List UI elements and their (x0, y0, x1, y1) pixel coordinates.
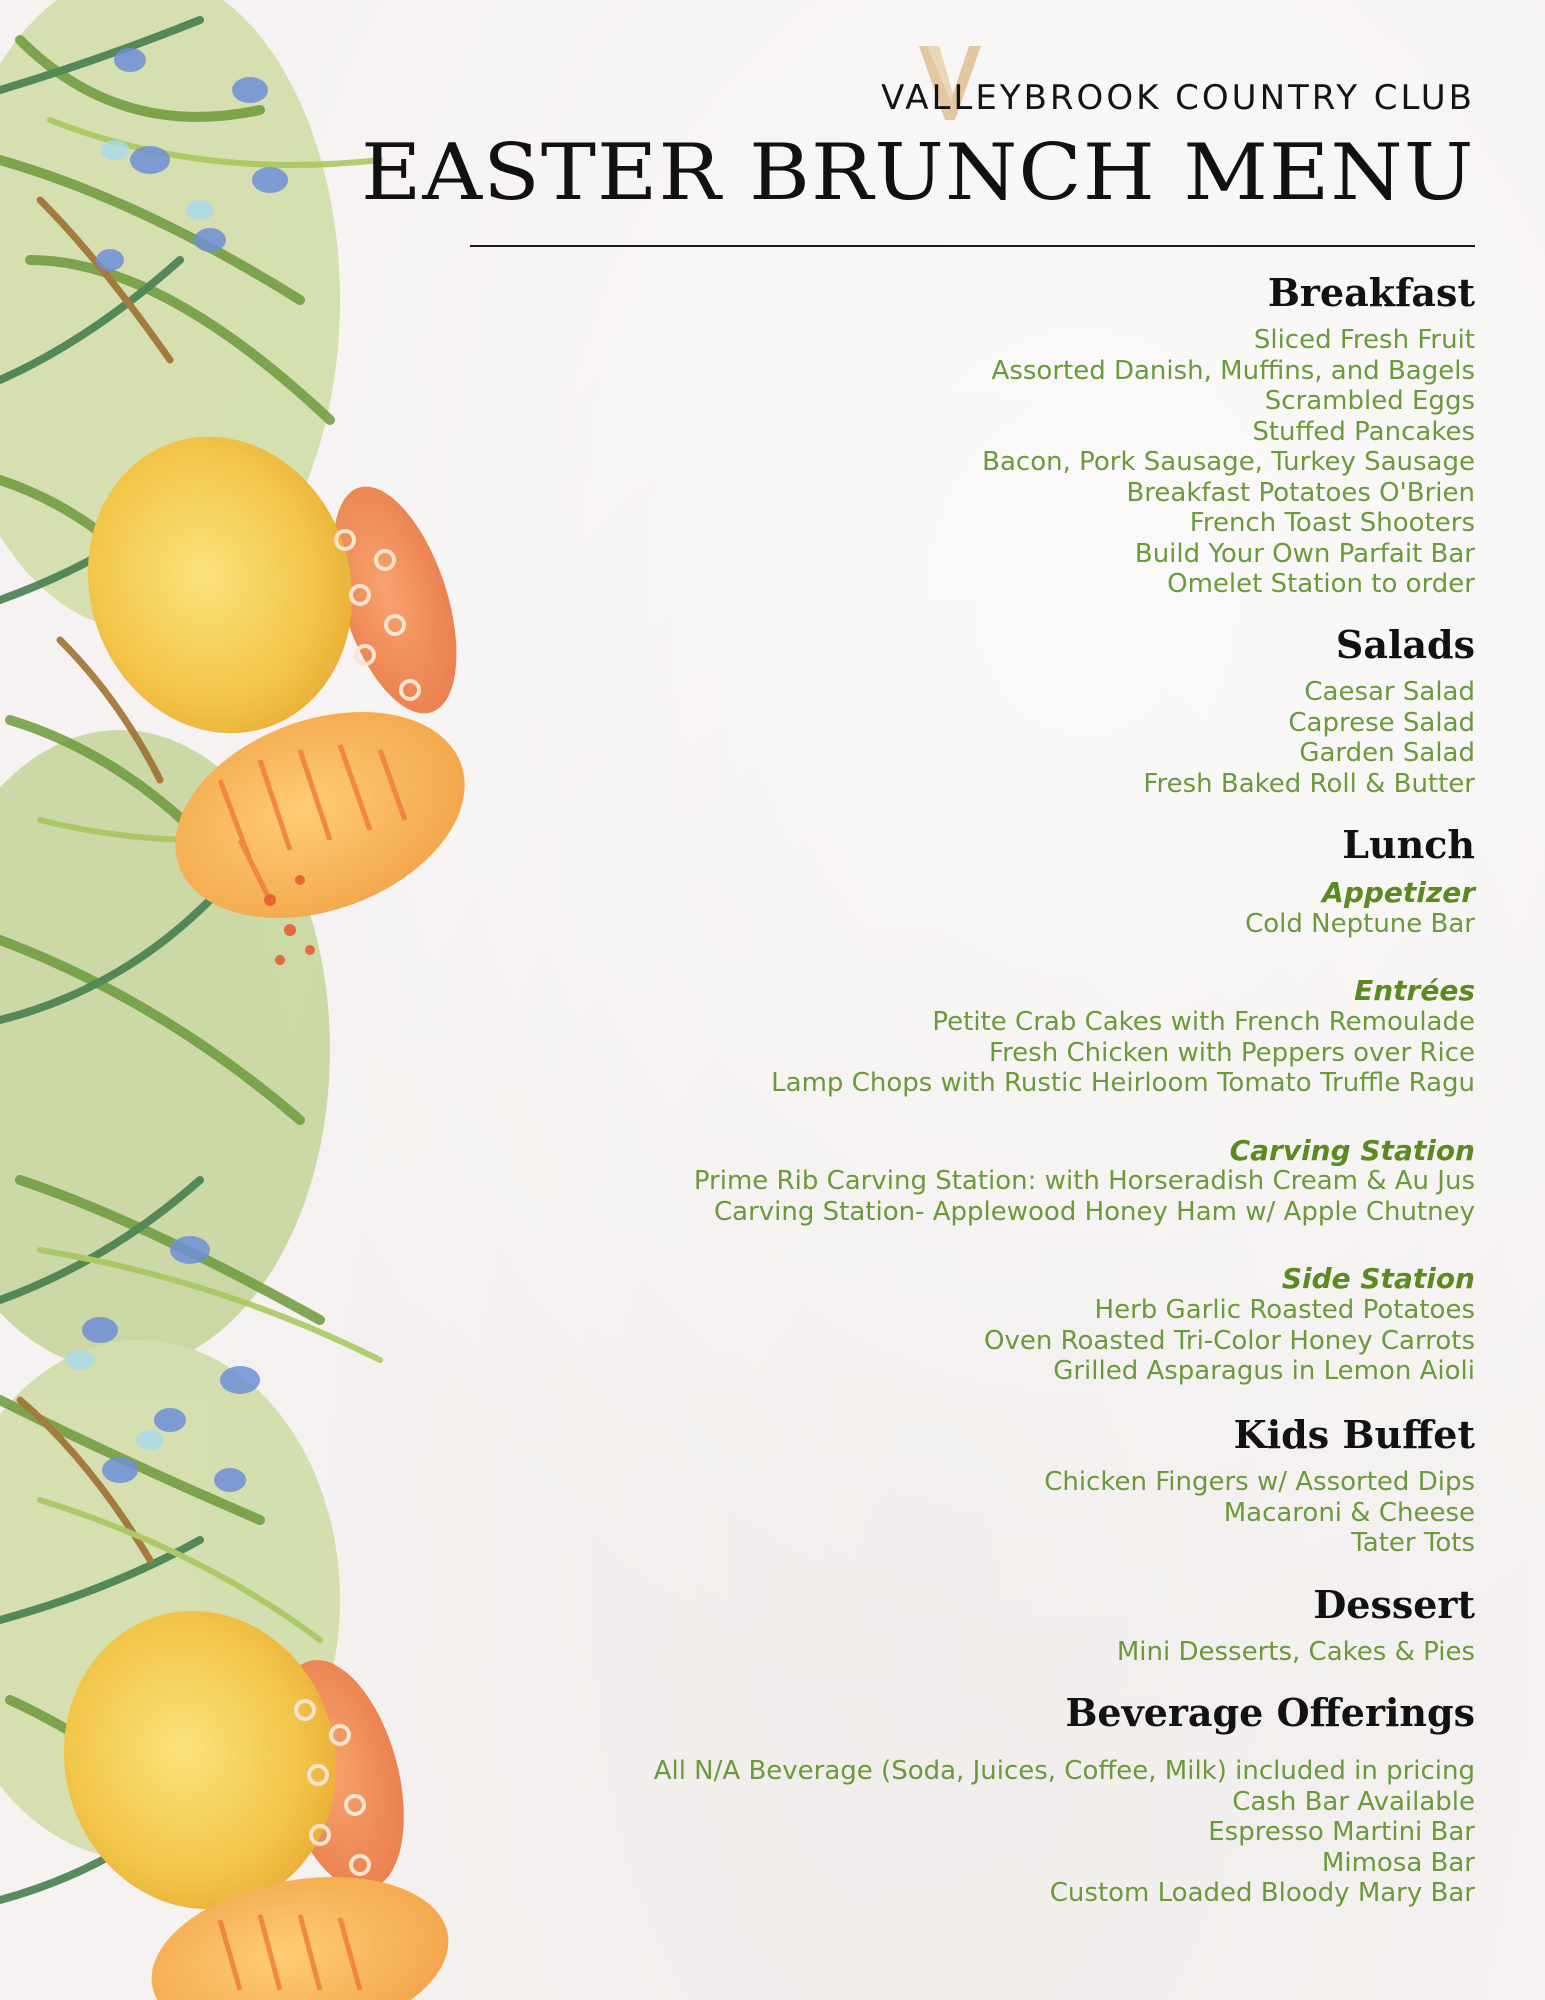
subheading-entrees: Entrées (1354, 974, 1475, 1007)
section-heading-dessert: Dessert (1313, 1582, 1475, 1627)
list-item: Bacon, Pork Sausage, Turkey Sausage (982, 447, 1475, 477)
list-item: Grilled Asparagus in Lemon Aioli (1053, 1356, 1475, 1386)
list-item: Macaroni & Cheese (1223, 1497, 1475, 1528)
list-item: Fresh Baked Roll & Butter (1143, 768, 1475, 799)
watercolor-floral-egg-border (0, 0, 490, 2000)
list-item: Assorted Danish, Muffins, and Bagels (991, 355, 1475, 386)
dessert-items (1117, 1637, 1475, 1668)
club-name: VALLEYBROOK COUNTRY CLUB (881, 78, 1475, 118)
list-item: Cold Neptune Bar (1245, 909, 1475, 939)
list-item: Caprese Salad (1288, 707, 1475, 738)
appetizer-items (1245, 909, 1475, 940)
list-item: Tater Tots (1351, 1528, 1475, 1558)
kids-items (1044, 1467, 1475, 1559)
side-items (984, 1295, 1475, 1387)
list-item: Omelet Station to order (1167, 569, 1475, 599)
list-item: Fresh Chicken with Peppers over Rice (989, 1037, 1475, 1068)
list-item: Sliced Fresh Fruit (1253, 325, 1475, 355)
subheading-carving-station: Carving Station (1229, 1134, 1475, 1167)
subheading-appetizer: Appetizer (1322, 876, 1475, 909)
list-item: Mimosa Bar (1321, 1847, 1475, 1878)
list-item: All N/A Beverage (Soda, Juices, Coffee, Milk) included in pricing (653, 1756, 1475, 1786)
page-title: EASTER BRUNCH MENU (361, 128, 1475, 218)
list-item: Oven Roasted Tri-Color Honey Carrots (983, 1325, 1475, 1356)
list-item: Chicken Fingers w/ Assorted Dips (1044, 1467, 1475, 1497)
list-item: Breakfast Potatoes O'Brien (1126, 477, 1475, 508)
list-item: Prime Rib Carving Station: with Horseradish Cream & Au Jus (693, 1166, 1475, 1196)
list-item: Stuffed Pancakes (1252, 416, 1475, 447)
menu-content (361, 0, 1475, 2000)
list-item: Mini Desserts, Cakes & Pies (1116, 1637, 1475, 1667)
list-item: Build Your Own Parfait Bar (1134, 538, 1475, 569)
section-heading-beverage-offerings: Beverage Offerings (1065, 1690, 1475, 1735)
entrees-items (771, 1007, 1475, 1099)
section-heading-lunch: Lunch (1342, 822, 1475, 867)
list-item: French Toast Shooters (1189, 508, 1475, 538)
list-item: Herb Garlic Roasted Potatoes (1094, 1295, 1475, 1325)
list-item: Garden Salad (1299, 738, 1475, 768)
brand-header (775, 42, 1475, 122)
list-item: Carving Station- Applewood Honey Ham w/ Apple Chutney (714, 1196, 1475, 1227)
breakfast-items (982, 325, 1475, 600)
section-heading-breakfast: Breakfast (1267, 270, 1475, 315)
carving-items (694, 1166, 1475, 1227)
list-item: Caesar Salad (1304, 677, 1475, 707)
subheading-side-station: Side Station (1281, 1262, 1475, 1295)
section-heading-kids-buffet: Kids Buffet (1233, 1412, 1475, 1457)
salads-items (1143, 677, 1475, 799)
beverage-items (654, 1756, 1475, 1909)
list-item: Espresso Martini Bar (1208, 1817, 1475, 1847)
list-item: Cash Bar Available (1232, 1786, 1475, 1817)
list-item: Petite Crab Cakes with French Remoulade (932, 1007, 1475, 1037)
title-divider (470, 245, 1475, 247)
section-heading-salads: Salads (1335, 622, 1475, 667)
list-item: Custom Loaded Bloody Mary Bar (1049, 1878, 1475, 1908)
list-item: Lamp Chops with Rustic Heirloom Tomato Truffle Ragu (771, 1068, 1475, 1098)
list-item: Scrambled Eggs (1264, 386, 1475, 416)
